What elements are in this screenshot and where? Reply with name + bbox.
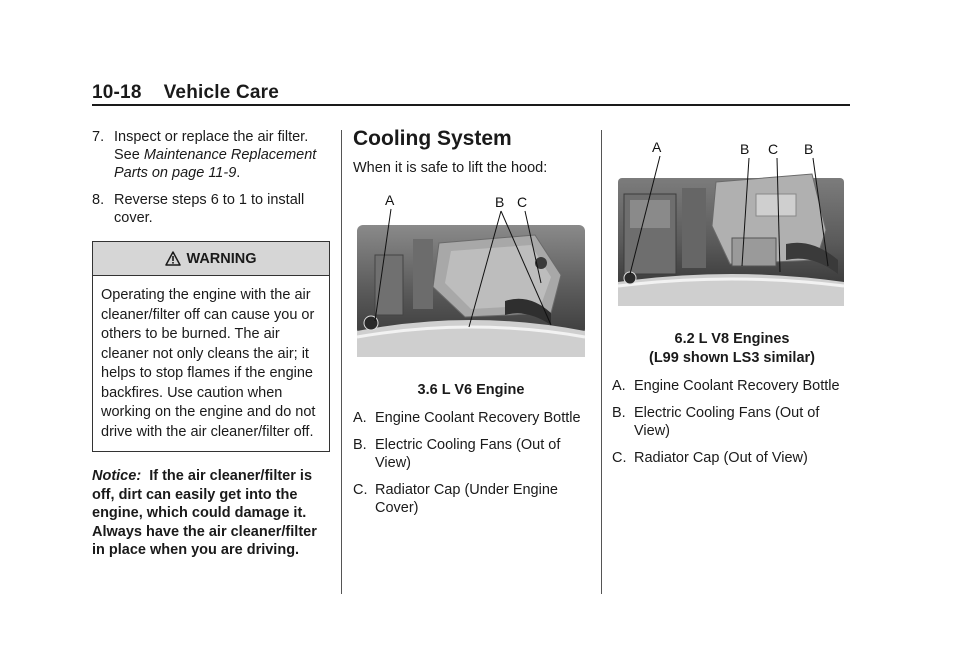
legend-key: B. [612, 405, 626, 421]
figure-caption: 3.6 L V6 Engine [417, 382, 525, 398]
step-text: Reverse steps 6 to 1 to install cover. [114, 192, 305, 226]
callout-label: B [740, 141, 750, 157]
section-title: Vehicle Care [163, 82, 280, 103]
step-number: 8. [92, 192, 105, 208]
intro-text: When it is safe to lift the hood: [353, 160, 548, 176]
column-3 [612, 128, 852, 476]
callout-label: C [768, 141, 779, 157]
section-heading: Cooling System [353, 127, 512, 150]
step-text-plain: Inspect or replace the air filter. See [114, 129, 309, 163]
callout-label: B [804, 141, 814, 157]
legend-item [353, 409, 589, 427]
figure-caption-line: 6.2 L V8 Engines [674, 331, 790, 347]
callout-label: A [385, 192, 395, 208]
column-1 [92, 128, 330, 560]
warning-box [92, 241, 330, 452]
callout-label: B [495, 194, 505, 210]
legend-key: C. [612, 450, 627, 466]
engine-figure-v8 [612, 134, 852, 318]
legend-text: Radiator Cap (Out of View) [634, 450, 808, 466]
legend-text: Electric Cooling Fans (Out of View) [375, 437, 561, 471]
legend-key: C. [353, 482, 368, 498]
callout-label: A [652, 139, 662, 155]
column-2 [353, 128, 589, 526]
step-number: 7. [92, 129, 105, 145]
step-text [114, 128, 330, 182]
step-item [92, 128, 330, 182]
notice-text: If the air cleaner/filter is off, dirt can easily get into the engine, which could damage it. Always have the air cleaner/filter in place when you are driving. [92, 468, 317, 558]
legend-item [353, 436, 589, 472]
step-item [92, 191, 330, 227]
figure-caption [612, 330, 852, 368]
page-number: 10-18 [92, 82, 142, 103]
header-rule [92, 104, 850, 106]
column-divider [341, 130, 342, 594]
legend-text: Engine Coolant Recovery Bottle [375, 410, 581, 426]
legend-key: B. [353, 437, 367, 453]
legend-text: Electric Cooling Fans (Out of View) [634, 405, 820, 439]
page-header [92, 82, 279, 104]
warning-triangle-icon [165, 251, 181, 266]
engine-illustration [355, 191, 587, 371]
legend-item [612, 404, 852, 440]
column-divider [601, 130, 602, 594]
figure-caption-line: (L99 shown LS3 similar) [649, 350, 815, 366]
warning-title: WARNING [186, 250, 257, 267]
legend-item [612, 377, 852, 395]
engine-illustration [616, 134, 848, 318]
legend-text: Engine Coolant Recovery Bottle [634, 378, 840, 394]
step-text-end: . [236, 165, 241, 181]
callout-label: C [517, 194, 528, 210]
warning-body: Operating the engine with the air cleaner/filter off can cause you or others to be burned. The air cleaner not only cleans the air; it helps to stop flames if the engine backfires. Use caution when working on the engine and do not drive with the air cleaner/filter off. [101, 287, 316, 440]
legend-item [353, 481, 589, 517]
legend-item [612, 449, 852, 467]
notice-paragraph [92, 467, 330, 560]
legend-text: Radiator Cap (Under Engine Cover) [375, 482, 558, 516]
cross-reference-link[interactable]: Maintenance Replacement Parts on page 11-9 [114, 147, 317, 181]
warning-header [93, 242, 329, 276]
engine-figure-v6 [353, 191, 589, 371]
legend-key: A. [353, 410, 367, 426]
notice-label: Notice: [92, 468, 142, 484]
legend-key: A. [612, 378, 626, 394]
